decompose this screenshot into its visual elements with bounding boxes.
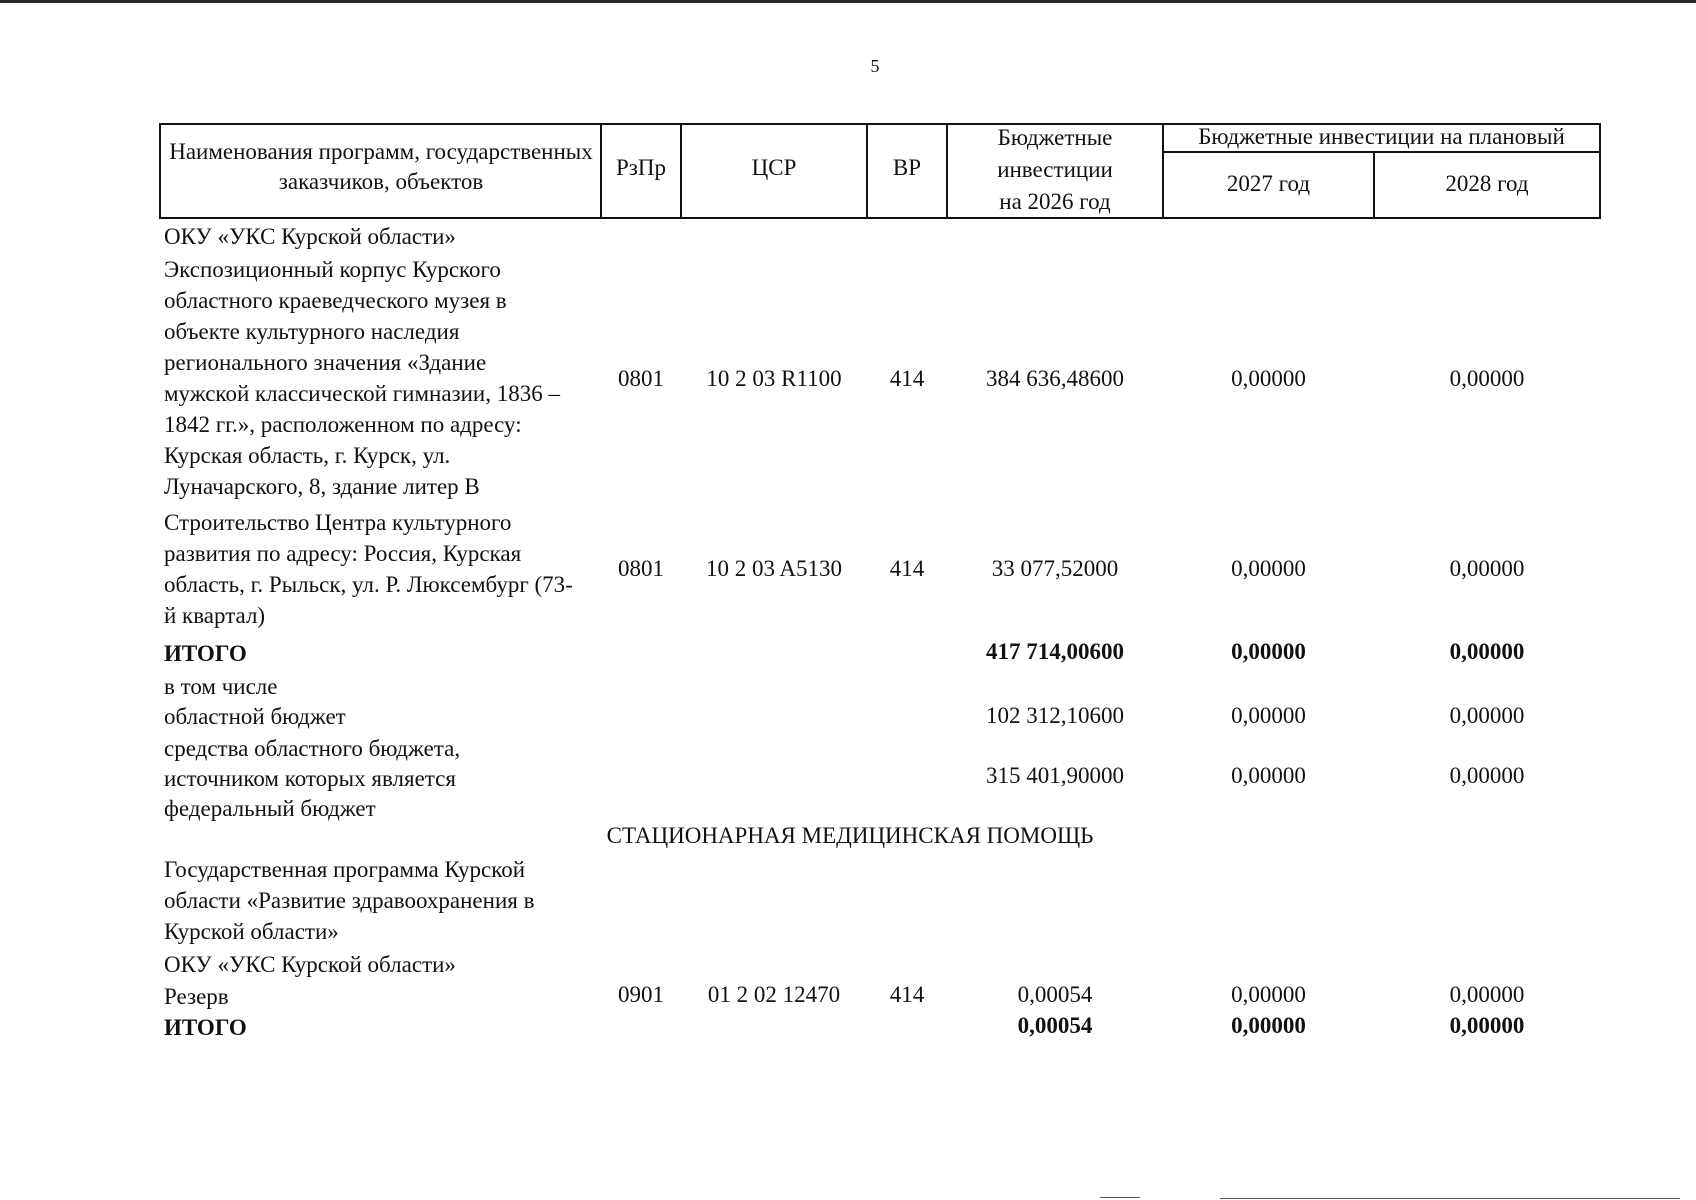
rzpr-value: 0801 [618,556,664,581]
rzpr-value: 0901 [618,982,664,1007]
page-number: 5 [870,56,880,76]
federal-2027-value: 0,00000 [1231,763,1306,788]
total-2026-value: 417 714,00600 [986,639,1124,664]
scan-artifact-line [1100,1197,1140,1198]
total-2027-value: 0,00000 [1231,1013,1306,1038]
invest-2028-value: 0,00000 [1449,366,1525,391]
header-year-2028: 2028 год [1445,171,1529,196]
regional-budget-label: областной бюджет [164,704,346,729]
invest-2027-value: 0,00000 [1231,982,1306,1007]
reserve-label: Резерв [164,984,229,1009]
regional-2027-value: 0,00000 [1231,703,1306,728]
header-invest-2026: Бюджетные инвестиции на 2026 год [997,125,1113,214]
rzpr-value: 0801 [618,366,664,391]
scan-top-edge [0,0,1696,3]
regional-2028-value: 0,00000 [1449,703,1525,728]
invest-2026-value: 384 636,48600 [986,366,1124,391]
vr-value: 414 [889,366,925,391]
invest-2028-value: 0,00000 [1449,556,1525,581]
invest-2028-value: 0,00000 [1449,982,1525,1007]
header-year-2027: 2027 год [1226,171,1311,196]
table-header [159,123,1601,219]
federal-source-label: средства областного бюджета, источником которых является федеральный бюджет [164,736,461,821]
invest-2027-value: 0,00000 [1231,366,1306,391]
regional-2026-value: 102 312,10600 [986,703,1124,728]
scan-artifact-line [1220,1198,1680,1199]
csr-value: 10 2 03 A5130 [705,556,843,581]
customer-label: ОКУ «УКС Курской области» [164,224,456,249]
header-vr: ВР [892,155,922,180]
object-name: Строительство Центра культурного развития по адресу: Россия, Курская область, г. Рыльск, ул. Р. Люксембург (73-й квартал) [164,510,573,628]
header-name-column: Наименования программ, государственных заказчиков, объектов [169,139,593,194]
object-name: Экспозиционный корпус Курского областного краеведческого музея в объекте культурного наследия регионального значения «Здание мужской классической гимназии, 1836 – 1842 гг.», расположенном по адресу: Курская область, г. Курск, ул. Луначарского, 8, здание литер В [164,257,560,499]
including-label: в том числе [164,674,278,699]
section-title: СТАЦИОНАРНАЯ МЕДИЦИНСКАЯ ПОМОЩЬ [606,823,1094,848]
total-2028-value: 0,00000 [1449,1013,1525,1038]
header-rzpr: РзПр [616,155,666,180]
vr-value: 414 [889,556,925,581]
vr-value: 414 [889,982,925,1007]
invest-2026-value: 0,00054 [1017,982,1093,1007]
total-label: ИТОГО [164,1015,247,1040]
header-planned-group: Бюджетные инвестиции на плановый [1198,124,1565,149]
total-2026-value: 0,00054 [1017,1013,1093,1038]
header-csr: ЦСР [751,155,797,180]
total-label: ИТОГО [164,641,247,666]
csr-value: 10 2 03 R1100 [706,366,842,391]
federal-2028-value: 0,00000 [1449,763,1525,788]
total-2028-value: 0,00000 [1449,639,1525,664]
program-name: Государственная программа Курской области «Развитие здравоохранения в Курской области» [164,857,535,944]
invest-2027-value: 0,00000 [1231,556,1306,581]
federal-2026-value: 315 401,90000 [986,763,1124,788]
invest-2026-value: 33 077,52000 [991,556,1119,581]
csr-value: 01 2 02 12470 [707,982,841,1007]
total-2027-value: 0,00000 [1231,639,1306,664]
customer-label: ОКУ «УКС Курской области» [164,952,456,977]
